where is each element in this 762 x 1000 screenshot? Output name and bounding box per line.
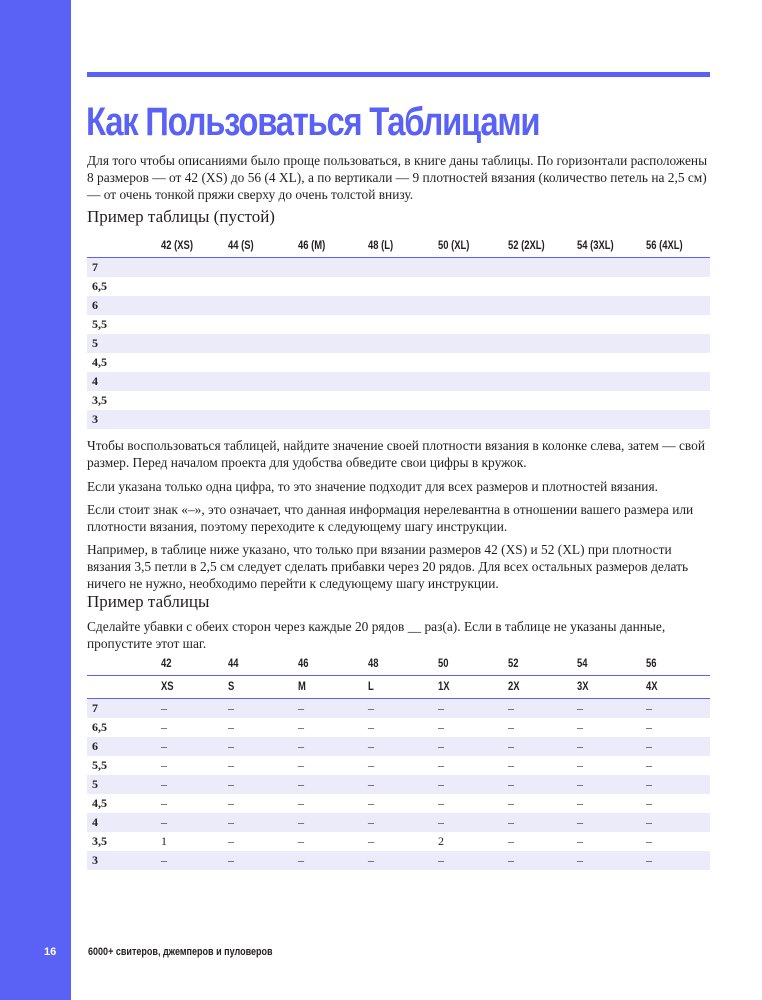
table-cell: – xyxy=(577,796,583,810)
example-explanation-paragraph: Например, в таблице ниже указано, что только при вязании размеров 42 (XS) и 52 (XL) при плотности вязания 3,5 петли в 2,5 см следует сделать прибавки через 20 рядов. Для всех остальных размеров делать ничего не нужно, необходимо перейти к следующему шагу инструкции. xyxy=(87,542,689,591)
table-cell: – xyxy=(646,701,652,715)
table-cell: – xyxy=(298,815,304,829)
table-cell: – xyxy=(438,758,444,772)
table-cell: – xyxy=(646,777,652,791)
table-body xyxy=(87,699,710,870)
table-row xyxy=(87,813,710,832)
table-row xyxy=(87,372,710,391)
table-cell: – xyxy=(298,834,304,848)
table-cell: – xyxy=(508,853,514,867)
table-cell: – xyxy=(368,777,374,791)
table-cell: – xyxy=(577,758,583,772)
table-cell: – xyxy=(646,796,652,810)
table-cell: – xyxy=(228,701,234,715)
table-cell: – xyxy=(646,815,652,829)
table-cell: 1 xyxy=(161,834,167,848)
table-cell: – xyxy=(368,834,374,848)
table-cell: – xyxy=(228,758,234,772)
table-body xyxy=(87,258,710,429)
column-header-size: 50 xyxy=(438,658,449,670)
table-cell: – xyxy=(368,758,374,772)
table-cell: – xyxy=(438,701,444,715)
column-header: 56 (4XL) xyxy=(646,240,683,252)
column-header-letter: 1X xyxy=(438,681,450,693)
table-cell: – xyxy=(646,758,652,772)
column-header: 46 (M) xyxy=(298,240,326,252)
column-header-letter: 4X xyxy=(646,681,658,693)
table-cell: – xyxy=(368,701,374,715)
table-cell: – xyxy=(438,739,444,753)
page-title: Как Пользоваться Таблицами xyxy=(86,100,540,144)
table-cell: – xyxy=(577,853,583,867)
table-cell: – xyxy=(646,720,652,734)
dash-sign-paragraph: Если стоит знак «–», это означает, что данная информация нерелевантна в отношении вашего размера или плотности вязания, поэтому переходите к следующему шагу инструкции. xyxy=(87,502,694,534)
table-cell: – xyxy=(368,815,374,829)
table-row xyxy=(87,315,710,334)
table-cell: – xyxy=(228,720,234,734)
table-row xyxy=(87,391,710,410)
example-table xyxy=(87,653,710,870)
table-header-letters-row xyxy=(87,676,710,699)
table-row xyxy=(87,296,710,315)
table-cell: – xyxy=(508,739,514,753)
row-label-gauge: 3,5 xyxy=(92,393,107,407)
table-cell: – xyxy=(438,853,444,867)
table-cell: – xyxy=(438,796,444,810)
table-header-sizes-row xyxy=(87,653,710,676)
table-cell: – xyxy=(368,853,374,867)
table-cell: – xyxy=(577,815,583,829)
table-cell: – xyxy=(298,701,304,715)
row-label-gauge: 6 xyxy=(92,739,98,753)
row-label-gauge: 3 xyxy=(92,412,98,426)
table-cell: – xyxy=(161,853,167,867)
column-header-size: 42 xyxy=(161,658,172,670)
table-cell: – xyxy=(298,777,304,791)
table-cell: – xyxy=(228,777,234,791)
table-cell: – xyxy=(228,834,234,848)
table-cell: – xyxy=(508,834,514,848)
table-cell: – xyxy=(508,777,514,791)
column-header-size: 44 xyxy=(228,658,239,670)
table-cell: – xyxy=(508,720,514,734)
table-header-row xyxy=(87,235,710,258)
table-row xyxy=(87,258,710,277)
row-label-gauge: 5 xyxy=(92,336,98,350)
book-title: 6000+ свитеров, джемперов и пуловеров xyxy=(88,946,273,958)
decrease-instruction-paragraph: Сделайте убавки с обеих сторон через каждые 20 рядов __ раз(а). Если в таблице не указаны данные, пропустите этот шаг. xyxy=(87,619,666,651)
table-cell: – xyxy=(228,853,234,867)
row-label-gauge: 3 xyxy=(92,853,98,867)
table-row xyxy=(87,410,710,429)
table-cell: – xyxy=(577,777,583,791)
row-label-gauge: 4 xyxy=(92,374,98,388)
table-row xyxy=(87,851,710,870)
table-cell: – xyxy=(577,701,583,715)
row-label-gauge: 5,5 xyxy=(92,317,107,331)
row-label-gauge: 6,5 xyxy=(92,279,107,293)
table-cell: – xyxy=(646,853,652,867)
column-header-letter: L xyxy=(368,681,374,693)
column-header: 54 (3XL) xyxy=(577,240,614,252)
row-label-gauge: 5,5 xyxy=(92,758,107,772)
table-cell: – xyxy=(438,720,444,734)
table-cell: 2 xyxy=(438,834,444,848)
column-header: 44 (S) xyxy=(228,240,254,252)
table-cell: – xyxy=(508,701,514,715)
table-cell: – xyxy=(161,720,167,734)
instruction-paragraph: Чтобы воспользоваться таблицей, найдите значение своей плотности вязания в колонке слева, затем — свой размер. Перед началом проекта для удобства обведите свои цифры в кружок. xyxy=(87,438,706,470)
column-header-letter: 3X xyxy=(577,681,589,693)
column-header-size: 52 xyxy=(508,658,519,670)
table-cell: – xyxy=(368,720,374,734)
column-header-size: 48 xyxy=(368,658,379,670)
table-cell: – xyxy=(161,796,167,810)
table-cell: – xyxy=(646,739,652,753)
table-cell: – xyxy=(161,701,167,715)
column-header-size: 54 xyxy=(577,658,588,670)
page-side-band xyxy=(0,0,71,1000)
table-cell: – xyxy=(298,853,304,867)
table-row xyxy=(87,334,710,353)
top-rule xyxy=(87,72,710,77)
table-cell: – xyxy=(646,834,652,848)
single-value-paragraph: Если указана только одна цифра, то это значение подходит для всех размеров и плотностей вязания. xyxy=(87,479,658,494)
table-row xyxy=(87,718,710,737)
table-cell: – xyxy=(161,758,167,772)
table-cell: – xyxy=(228,796,234,810)
row-label-gauge: 3,5 xyxy=(92,834,107,848)
row-label-gauge: 6 xyxy=(92,298,98,312)
table-cell: – xyxy=(438,777,444,791)
table-cell: – xyxy=(508,815,514,829)
page-number: 16 xyxy=(44,946,57,958)
table-cell: – xyxy=(368,739,374,753)
row-label-gauge: 4,5 xyxy=(92,796,107,810)
heading-example-table: Пример таблицы xyxy=(87,592,210,611)
table-cell: – xyxy=(508,796,514,810)
table-cell: – xyxy=(161,777,167,791)
row-label-gauge: 7 xyxy=(92,260,98,274)
table-row xyxy=(87,775,710,794)
row-label-gauge: 4,5 xyxy=(92,355,107,369)
empty-example-table xyxy=(87,235,710,429)
table-cell: – xyxy=(161,815,167,829)
column-header: 50 (XL) xyxy=(438,240,470,252)
row-label-gauge: 7 xyxy=(92,701,98,715)
row-label-gauge: 4 xyxy=(92,815,98,829)
column-header-letter: M xyxy=(298,681,306,693)
table-cell: – xyxy=(577,739,583,753)
heading-empty-table: Пример таблицы (пустой) xyxy=(87,207,275,226)
table-cell: – xyxy=(298,739,304,753)
table-row xyxy=(87,737,710,756)
column-header-letter: XS xyxy=(161,681,174,693)
intro-paragraph: Для того чтобы описаниями было проще пользоваться, в книге даны таблицы. По горизонтали расположены 8 размеров — от 42 (XS) до 56 (4 XL), а по вертикали — 9 плотностей вязания (количество петель на 2,5 см) — от очень тонкой пряжи сверху до очень толстой внизу. xyxy=(87,153,708,202)
column-header-letter: 2X xyxy=(508,681,520,693)
column-header: 48 (L) xyxy=(368,240,394,252)
column-header-letter: S xyxy=(228,681,235,693)
table-row xyxy=(87,832,710,851)
table-cell: – xyxy=(298,720,304,734)
table-cell: – xyxy=(438,815,444,829)
table-cell: – xyxy=(228,815,234,829)
table-row xyxy=(87,353,710,372)
table-row xyxy=(87,794,710,813)
table-cell: – xyxy=(577,834,583,848)
column-header: 52 (2XL) xyxy=(508,240,545,252)
table-cell: – xyxy=(298,758,304,772)
table-row xyxy=(87,756,710,775)
table-cell: – xyxy=(508,758,514,772)
column-header-size: 56 xyxy=(646,658,657,670)
row-label-gauge: 5 xyxy=(92,777,98,791)
table-row xyxy=(87,699,710,718)
row-label-gauge: 6,5 xyxy=(92,720,107,734)
table-cell: – xyxy=(161,739,167,753)
column-header-size: 46 xyxy=(298,658,309,670)
table-cell: – xyxy=(298,796,304,810)
table-cell: – xyxy=(228,739,234,753)
column-header: 42 (XS) xyxy=(161,240,193,252)
table-row xyxy=(87,277,710,296)
table-cell: – xyxy=(577,720,583,734)
table-cell: – xyxy=(368,796,374,810)
